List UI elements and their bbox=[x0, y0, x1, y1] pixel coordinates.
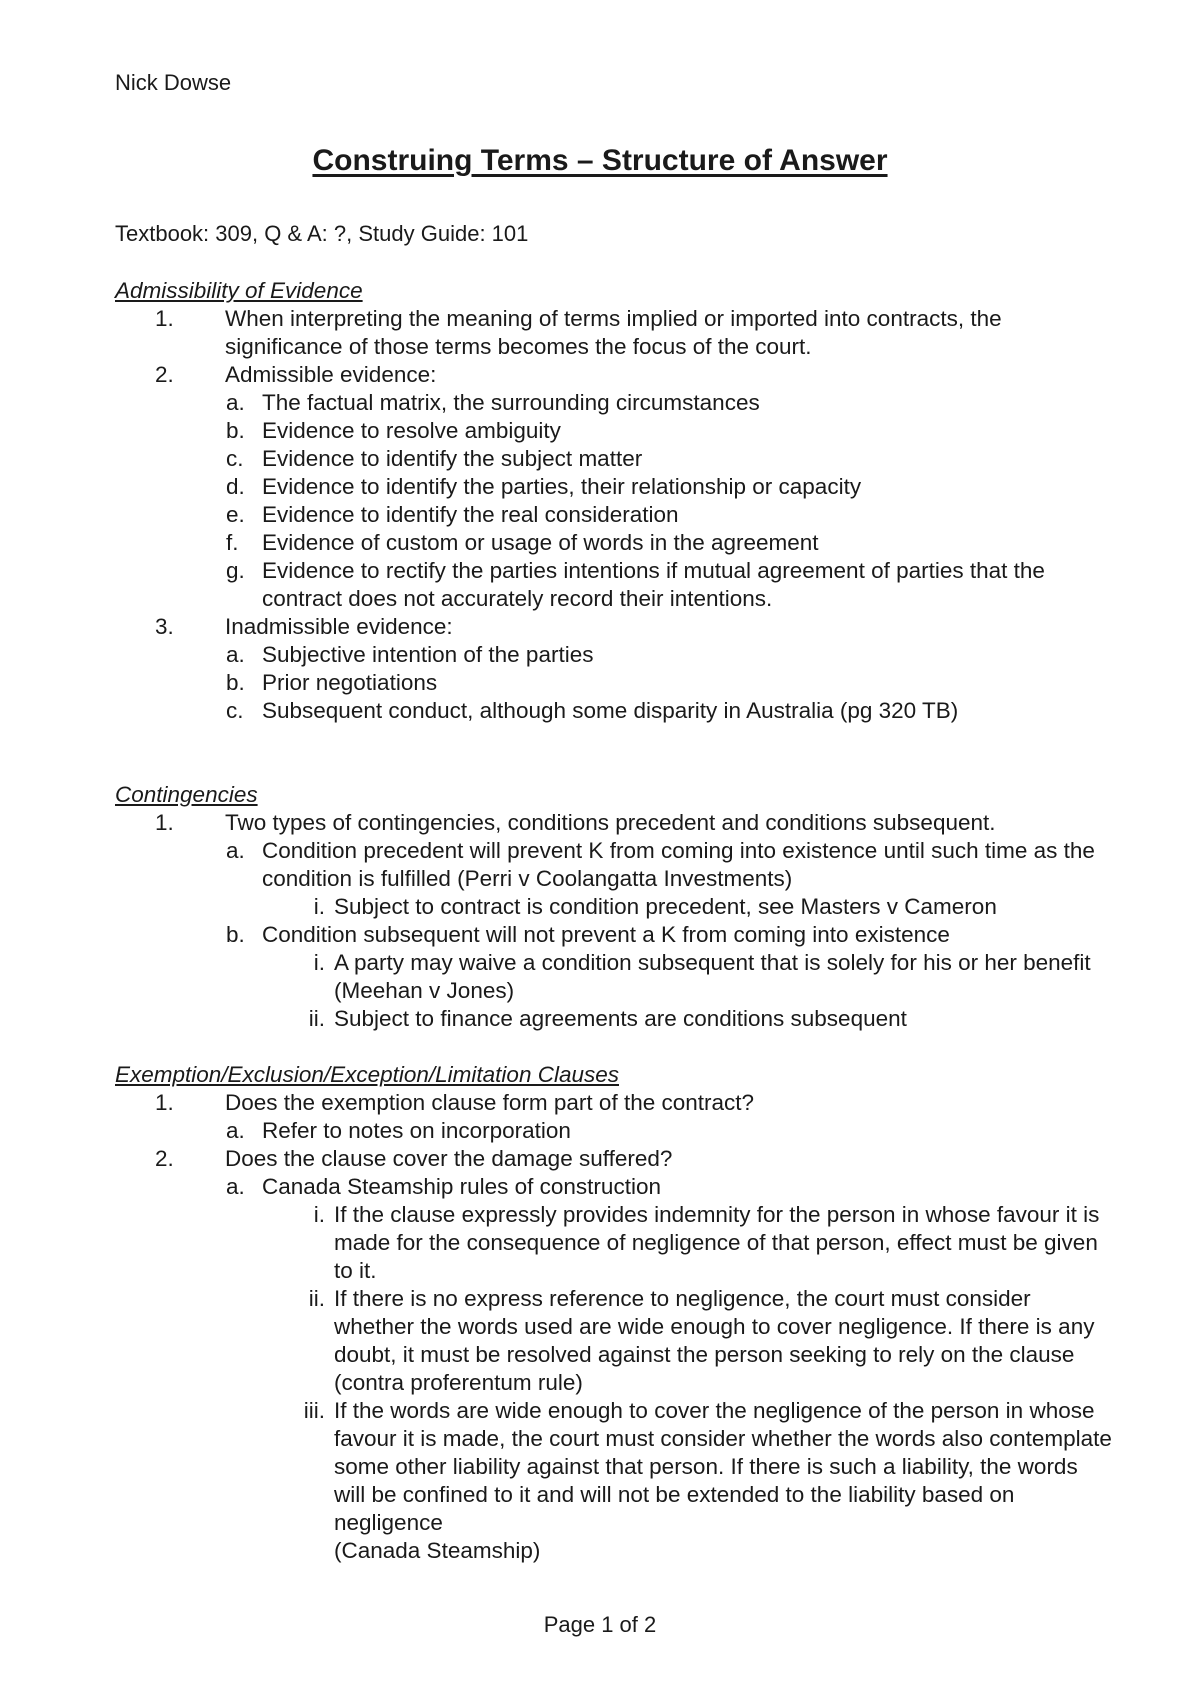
sub-sub-marker: i. bbox=[313, 1202, 325, 1227]
sub-marker: c. bbox=[226, 698, 244, 723]
sub-marker: a. bbox=[226, 838, 245, 863]
sub-item bbox=[115, 501, 1115, 529]
spacer bbox=[115, 725, 1115, 781]
page-title: Construing Terms – Structure of Answer bbox=[312, 144, 888, 177]
section-heading: Admissibility of Evidence bbox=[115, 278, 363, 303]
section-exemption bbox=[115, 1061, 1115, 1565]
sub-text: Canada Steamship rules of construction bbox=[262, 1174, 661, 1199]
sub-marker: a. bbox=[226, 1118, 245, 1143]
section-heading: Exemption/Exclusion/Exception/Limitation Clauses bbox=[115, 1062, 619, 1087]
section-admissibility bbox=[115, 277, 1115, 725]
list-marker: 3. bbox=[155, 614, 174, 639]
sub-item bbox=[115, 669, 1115, 697]
list-marker: 1. bbox=[155, 306, 174, 331]
sub-text: Evidence to identify the parties, their relationship or capacity bbox=[262, 474, 862, 499]
sub-text: Evidence to rectify the parties intentions if mutual agreement of parties that the contract does not accurately record their intentions. bbox=[262, 558, 1045, 611]
sub-marker: g. bbox=[226, 558, 245, 583]
sub-text: Evidence to identify the real consideration bbox=[262, 502, 679, 527]
list-marker: 1. bbox=[155, 810, 174, 835]
sub-item bbox=[115, 1117, 1115, 1145]
list-text: Admissible evidence: bbox=[225, 362, 437, 387]
list-marker: 2. bbox=[155, 362, 174, 387]
list-item bbox=[115, 1145, 1115, 1173]
sub-item bbox=[115, 837, 1115, 893]
list-text: Does the exemption clause form part of the contract? bbox=[225, 1090, 755, 1115]
sub-text: Evidence to resolve ambiguity bbox=[262, 418, 561, 443]
sub-text: Prior negotiations bbox=[262, 670, 438, 695]
page-number: Page 1 of 2 bbox=[543, 1612, 657, 1637]
sub-sub-text: Subject to finance agreements are conditions subsequent bbox=[334, 1006, 907, 1031]
list-item bbox=[115, 613, 1115, 641]
sub-text: The factual matrix, the surrounding circumstances bbox=[262, 390, 760, 415]
sub-sub-item bbox=[115, 1201, 1115, 1285]
list-item bbox=[115, 305, 1115, 361]
sub-text: Subsequent conduct, although some disparity in Australia (pg 320 TB) bbox=[262, 698, 959, 723]
sub-marker: a. bbox=[226, 390, 245, 415]
list-text: Inadmissible evidence: bbox=[225, 614, 453, 639]
sub-marker: e. bbox=[226, 502, 245, 527]
sub-text: Subjective intention of the parties bbox=[262, 642, 594, 667]
sub-marker: b. bbox=[226, 670, 245, 695]
sub-marker: f. bbox=[226, 530, 239, 555]
list-marker: 2. bbox=[155, 1146, 174, 1171]
spacer bbox=[115, 1033, 1115, 1061]
list-text: Does the clause cover the damage suffered? bbox=[225, 1146, 673, 1171]
section-heading: Contingencies bbox=[115, 782, 258, 807]
sub-sub-text: If the words are wide enough to cover the negligence of the person in whose favour it is made, the court must consider whether the words also contemplate some other liability against that person. If there is such a liability, the words will be confined to it and will not be extended to the liability based on negligence bbox=[334, 1398, 1112, 1535]
list-item bbox=[115, 809, 1115, 837]
sub-sub-item bbox=[115, 1397, 1115, 1565]
sub-item bbox=[115, 641, 1115, 669]
sub-marker: d. bbox=[226, 474, 245, 499]
list-text: Two types of contingencies, conditions precedent and conditions subsequent. bbox=[225, 810, 996, 835]
sub-item bbox=[115, 417, 1115, 445]
sub-sub-item bbox=[115, 1285, 1115, 1397]
sub-item bbox=[115, 697, 1115, 725]
sub-marker: b. bbox=[226, 922, 245, 947]
reference-line: Textbook: 309, Q & A: ?, Study Guide: 101 bbox=[115, 221, 529, 246]
sub-item bbox=[115, 473, 1115, 501]
sub-sub-item bbox=[115, 949, 1115, 1005]
sub-sub-marker: i. bbox=[313, 950, 325, 975]
sub-marker: b. bbox=[226, 418, 245, 443]
sub-sub-text: If the clause expressly provides indemnity for the person in whose favour it is made for the consequence of negligence of that person, effect must be given to it. bbox=[334, 1202, 1100, 1283]
sub-sub-marker: ii. bbox=[308, 1286, 325, 1311]
sub-text: Condition subsequent will not prevent a K from coming into existence bbox=[262, 922, 950, 947]
sub-item bbox=[115, 529, 1115, 557]
sub-text: Evidence to identify the subject matter bbox=[262, 446, 643, 471]
document-body bbox=[115, 277, 1115, 1565]
sub-sub-text: Subject to contract is condition precedent, see Masters v Cameron bbox=[334, 894, 997, 919]
sub-sub-text: If there is no express reference to negligence, the court must consider whether the words used are wide enough to cover negligence. If there is any doubt, it must be resolved against the person seeking to rely on the clause (contra proferentum rule) bbox=[334, 1286, 1095, 1395]
sub-marker: c. bbox=[226, 446, 244, 471]
sub-marker: a. bbox=[226, 1174, 245, 1199]
sub-marker: a. bbox=[226, 642, 245, 667]
section-contingencies bbox=[115, 781, 1115, 1033]
list-item bbox=[115, 1089, 1115, 1117]
list-text: When interpreting the meaning of terms implied or imported into contracts, the significance of those terms becomes the focus of the court. bbox=[225, 306, 1002, 359]
sub-item bbox=[115, 557, 1115, 613]
sub-item bbox=[115, 1173, 1115, 1201]
list-marker: 1. bbox=[155, 1090, 174, 1115]
sub-sub-marker: i. bbox=[313, 894, 325, 919]
sub-sub-item bbox=[115, 1005, 1115, 1033]
author-name: Nick Dowse bbox=[115, 70, 232, 95]
sub-sub-marker: iii. bbox=[303, 1398, 325, 1423]
sub-text: Evidence of custom or usage of words in the agreement bbox=[262, 530, 819, 555]
sub-item bbox=[115, 921, 1115, 949]
sub-item bbox=[115, 445, 1115, 473]
sub-sub-text: A party may waive a condition subsequent that is solely for his or her benefit (Meehan v Jones) bbox=[334, 950, 1091, 1003]
sub-text: Condition precedent will prevent K from coming into existence until such time as the condition is fulfilled (Perri v Coolangatta Investments) bbox=[262, 838, 1095, 891]
sub-sub-marker: ii. bbox=[308, 1006, 325, 1031]
citation-note: (Canada Steamship) bbox=[334, 1538, 541, 1563]
list-item bbox=[115, 361, 1115, 389]
sub-item bbox=[115, 389, 1115, 417]
sub-text: Refer to notes on incorporation bbox=[262, 1118, 571, 1143]
sub-sub-item bbox=[115, 893, 1115, 921]
